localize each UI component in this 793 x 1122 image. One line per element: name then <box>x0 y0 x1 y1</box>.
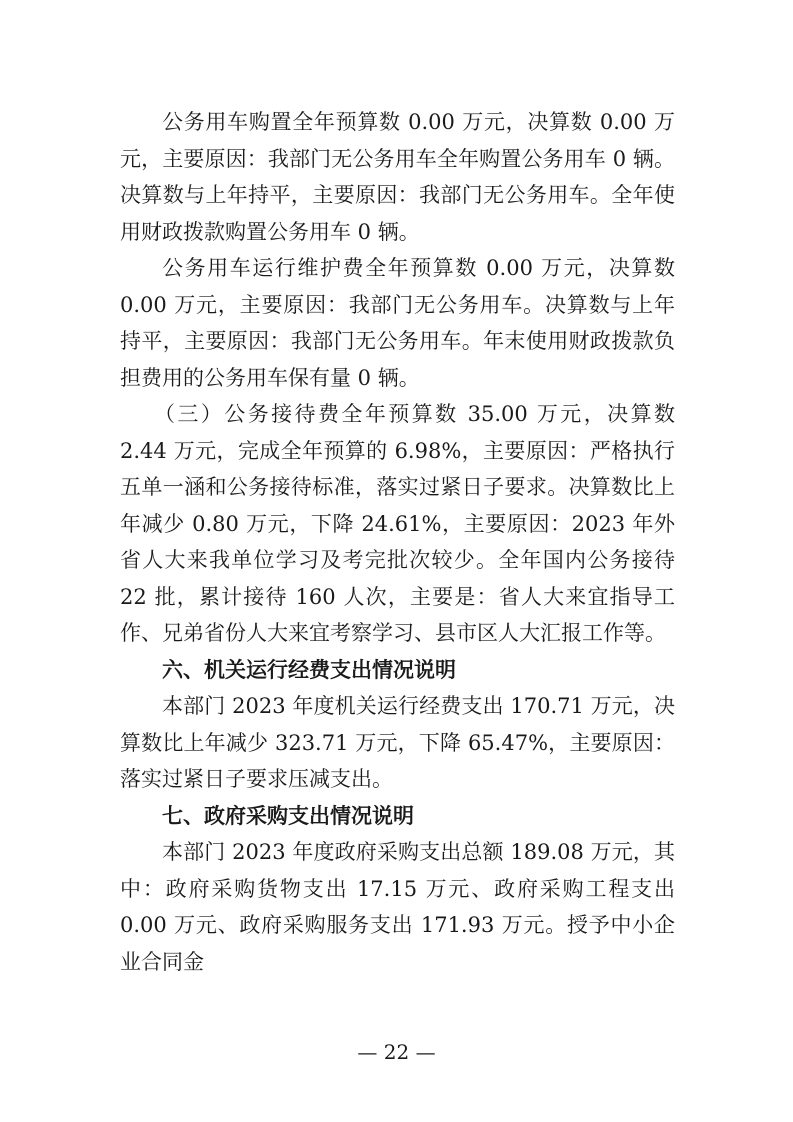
paragraph-vehicle-purchase: 公务用车购置全年预算数 0.00 万元，决算数 0.00 万元，主要原因：我部门无公务用车全年购置公务用车 0 辆。决算数与上年持平，主要原因：我部门无公务用车。全年使用财政拨款购置公务用车 0 辆。 <box>120 110 675 244</box>
paragraph-operating-expenses: 本部门 2023 年度机关运行经费支出 170.71 万元，决算数比上年减少 323.71 万元，下降 65.47%，主要原因：落实过紧日子要求压减支出。 <box>120 694 675 791</box>
document-page <box>120 104 675 980</box>
paragraph-procurement: 本部门 2023 年度政府采购支出总额 189.08 万元，其中：政府采购货物支出 17.15 万元、政府采购工程支出 0.00 万元、政府采购服务支出 171.93 万元。授予中小企业合同金 <box>120 840 675 974</box>
paragraph-reception-expenses: （三）公务接待费全年预算数 35.00 万元，决算数 2.44 万元，完成全年预算的 6.98%，主要原因：严格执行五单一涵和公务接待标准，落实过紧日子要求。决算数比上年减少 0.80 万元，下降 24.61%，主要原因：2023 年外省人大来我单位学习及考完批次较少。全年国内公务接待 22 批，累计接待 160 人次，主要是：省人大来宜指导工作、兄弟省份人大来宜考察学习、县市区人大汇报工作等。 <box>120 402 676 645</box>
section-heading-procurement: 七、政府采购支出情况说明 <box>162 803 414 828</box>
paragraph-vehicle-maintenance: 公务用车运行维护费全年预算数 0.00 万元，决算数 0.00 万元，主要原因：我部门无公务用车。决算数与上年持平，主要原因：我部门无公务用车。年末使用财政拨款负担费用的公务用车保有量 0 辆。 <box>120 256 675 390</box>
section-heading-operating-expenses: 六、机关运行经费支出情况说明 <box>162 657 456 682</box>
page-number: — 22 — <box>357 1040 436 1064</box>
